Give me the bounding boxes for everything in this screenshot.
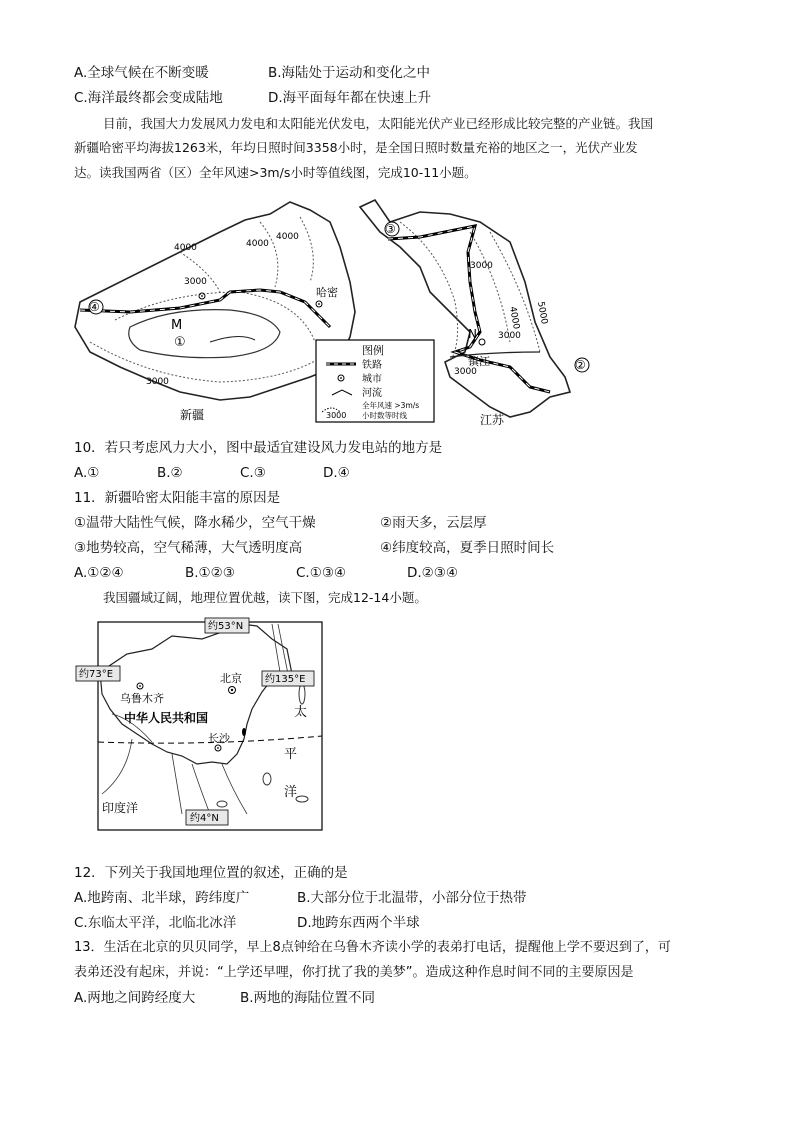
isoline-label: 3000 — [470, 261, 493, 271]
indian-ocean-label: 印度洋 — [102, 801, 139, 815]
pacific-tai: 太 — [294, 705, 308, 720]
city-beijing: 北京 — [220, 672, 242, 685]
option-a: A.全球气候在不断变暖 — [74, 65, 209, 81]
legend-railway: 铁路 — [362, 360, 382, 371]
option-c: C.东临太平洋，北临北冰洋 — [74, 915, 237, 931]
option-c: C.①③④ — [296, 565, 347, 581]
option-d: D.地跨东西两个半球 — [297, 915, 420, 931]
option-d: D.②③④ — [407, 565, 458, 581]
isoline — [470, 232, 510, 342]
question-13-stem-line: 13．生活在北京的贝贝同学，早上8点钟给在乌鲁木齐读小学的表弟打电话，提醒他上学不要迟到了，可 — [74, 940, 671, 955]
option-c: C.③ — [240, 465, 266, 481]
lon-west-label: 约73°E — [79, 669, 114, 680]
statement-4: ④纬度较高，夏季日照时间长 — [380, 540, 555, 556]
option-a: A.① — [74, 465, 100, 481]
xinjiang-label: 新疆 — [180, 408, 205, 422]
isoline-label: 4000 — [246, 239, 269, 249]
svg-text:②: ② — [575, 358, 586, 372]
circled-label-1: ① — [174, 335, 186, 350]
option-a: A.地跨南、北半球，跨纬度广 — [74, 890, 250, 906]
point-n: N — [468, 327, 477, 341]
city-changsha: 长沙 — [208, 732, 230, 745]
legend-isoline-line2: 小时数等时线 — [362, 411, 407, 420]
city-zhenjiang: 镇江 — [468, 355, 490, 368]
isoline-label: 4000 — [174, 243, 197, 253]
country-label: 中华人民共和国 — [124, 711, 209, 725]
isoline — [90, 342, 330, 382]
option-d: D.④ — [323, 465, 350, 481]
option-b: B.② — [157, 465, 183, 481]
legend-river: 河流 — [362, 388, 382, 399]
option-b: B.两地的海陆位置不同 — [240, 990, 376, 1006]
legend-isoline-value: 3000 — [326, 411, 347, 420]
isoline-label: 3000 — [146, 377, 169, 387]
pacific-yang: 洋 — [284, 785, 298, 800]
taiwan-island — [242, 728, 246, 736]
pacific-ping: 平 — [284, 747, 298, 762]
option-b: B.①②③ — [185, 565, 235, 581]
river — [210, 336, 255, 342]
option-a: A.两地之间跨经度大 — [74, 990, 196, 1006]
lat-south-label: 约4°N — [190, 813, 219, 824]
lat-north-label: 约53°N — [208, 621, 244, 632]
legend-city: 城市 — [362, 374, 382, 385]
option-b: B.大部分位于北温带，小部分位于热带 — [297, 890, 527, 906]
question-11-stem: 11．新疆哈密太阳能丰富的原因是 — [74, 490, 281, 506]
tarim-basin — [129, 310, 280, 358]
intro-paragraph-line: 新疆哈密平均海拔1263米，年均日照时间3358小时，是全国日照时数量充裕的地区之一，光伏产业发 — [74, 140, 638, 155]
isoline-label: 4000 — [507, 305, 521, 331]
china-location-map — [72, 614, 332, 834]
statement-3: ③地势较高，空气稀薄，大气透明度高 — [74, 540, 303, 556]
intro-paragraph-line: 目前，我国大力发展风力发电和太阳能光伏发电，太阳能光伏产业已经形成比较完整的产业链。我国 — [103, 116, 654, 131]
isoline-label: 5000 — [535, 300, 549, 326]
legend-title: 图例 — [362, 344, 384, 357]
isoline-label: 3000 — [454, 367, 477, 377]
intro-12-14: 我国疆域辽阔，地理位置优越，读下图，完成12-14小题。 — [103, 590, 427, 605]
jiangsu-label: 江苏 — [480, 413, 505, 427]
intro-paragraph-line: 达。读我国两省（区）全年风速>3m/s小时等值线图，完成10-11小题。 — [74, 165, 477, 180]
isoline — [300, 217, 313, 282]
city-urumqi: 乌鲁木齐 — [120, 692, 164, 705]
city-marker — [479, 339, 485, 345]
city-hami: 哈密 — [316, 286, 338, 299]
lon-east-label: 约135°E — [265, 674, 306, 685]
isoline-label: 3000 — [498, 331, 521, 341]
option-c: C.海洋最终都会变成陆地 — [74, 90, 223, 106]
wind-isoline-map — [70, 192, 610, 432]
statement-1: ①温带大陆性气候，降水稀少，空气干燥 — [74, 515, 316, 531]
legend-isoline-line1: 全年风速 >3m/s — [362, 401, 420, 410]
svg-text:③: ③ — [385, 222, 396, 236]
svg-text:④: ④ — [89, 300, 100, 314]
question-12-stem: 12．下列关于我国地理位置的叙述，正确的是 — [74, 865, 348, 881]
isoline-label: 3000 — [184, 277, 207, 287]
question-13-stem-line: 表弟还没有起床，并说：“上学还早哩，你打扰了我的美梦”。造成这种作息时间不同的主要原因是 — [74, 965, 634, 980]
option-a: A.①②④ — [74, 565, 124, 581]
question-10-stem: 10．若只考虑风力大小，图中最适宜建设风力发电站的地方是 — [74, 440, 443, 456]
option-d: D.海平面每年都在快速上升 — [268, 90, 432, 106]
point-m: M — [171, 318, 183, 333]
isoline-label: 4000 — [276, 232, 299, 242]
statement-2: ②雨天多，云层厚 — [380, 515, 487, 531]
option-b: B.海陆处于运动和变化之中 — [268, 65, 431, 81]
